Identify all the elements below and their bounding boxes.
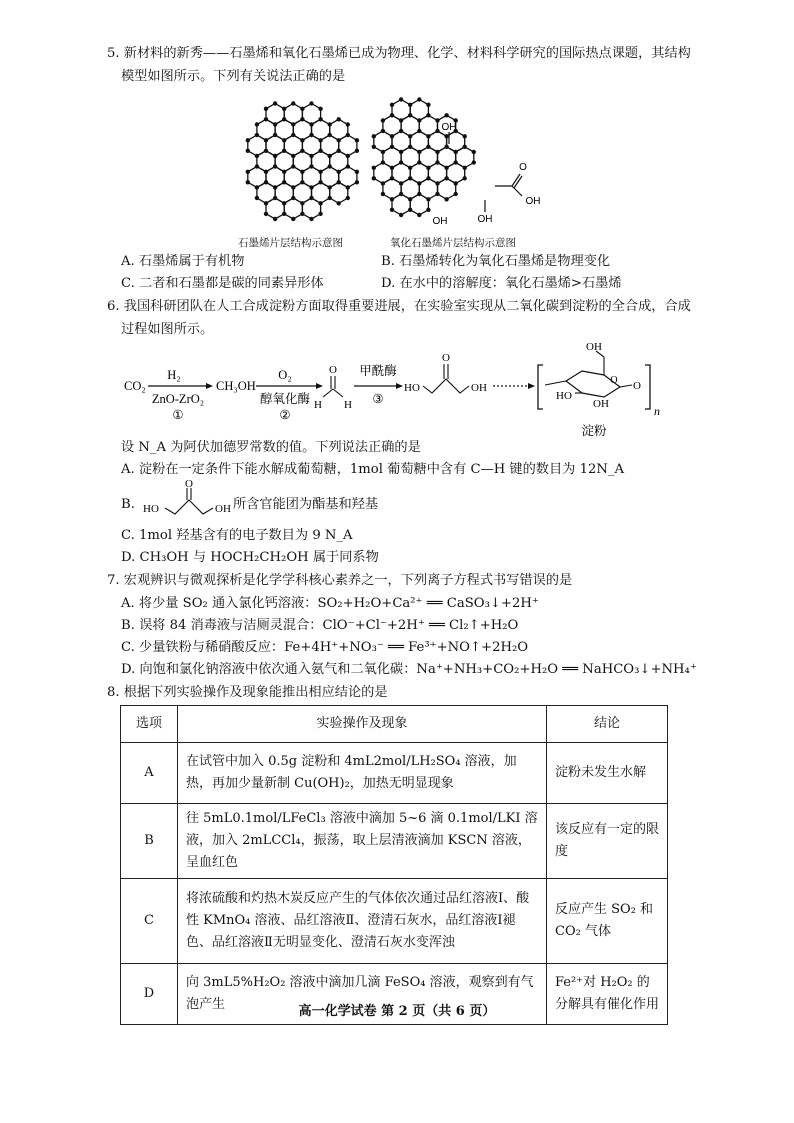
carbon-atom [273,196,277,200]
starch-synthesis-scheme [110,335,690,443]
carbon-atom [381,160,385,164]
carbon-atom [318,107,322,111]
carbon-atom [300,107,304,111]
row-option: D [121,964,178,1025]
carbon-atom [246,180,250,184]
carbon-atom [318,212,322,216]
carbon-atom [355,138,359,142]
row-conclusion: 该反应有一定的限度 [547,804,668,879]
carbon-atom [408,166,412,170]
oh-group-label: OH [432,216,448,227]
carbon-atom [399,150,403,154]
carbon-atom [273,101,277,105]
carbon-atom [463,145,467,149]
hexagon-ring [302,198,320,219]
q7-option-c: C. 少量铁粉与稀硝酸反应：Fe+4H⁺+NO₃⁻ ══ Fe³⁺+NO↑+2H₂O [121,640,529,655]
q5-option-a: A. 石墨烯属于有机物 [121,254,245,269]
carbon-atom [328,185,332,189]
carbon-atom [355,180,359,184]
carbon-atom [399,213,403,217]
carbon-atom [426,166,430,170]
glycosidic-oxygen: O [633,380,641,392]
carbon-atom [417,213,421,217]
catalyst-3: 甲酰酶 [359,364,397,378]
carbon-atom [246,138,250,142]
carbon-atom [264,107,268,111]
polymer-n: n [654,404,660,418]
carbon-atom [255,133,259,137]
carbon-atom [255,122,259,126]
carbon-atom [435,160,439,164]
carbon-atom [337,117,341,121]
carbon-atom [328,133,332,137]
carbon-atom [309,217,313,221]
carbon-atom [309,101,313,105]
option-b-text: 所含官能团为酯基和羟基 [233,497,379,512]
carbon-atom [291,101,295,105]
formaldehyde-h: H [314,399,322,411]
carbon-atom [273,133,277,137]
carbon-atom [273,122,277,126]
carbon-atom [390,134,394,138]
carbon-atom [408,113,412,117]
dha-ho: HO [404,382,420,394]
carbon-atom [309,122,313,126]
q8-stem: 8. 根据下列实验操作及现象能推出相应结论的是 [107,685,388,700]
carbon-atom [264,138,268,142]
carbon-atom [318,138,322,142]
carbon-atom [417,181,421,185]
carbon-atom [355,149,359,153]
carbon-atom [255,185,259,189]
carbon-atom [264,180,268,184]
carbon-atom [273,185,277,189]
co2-label: CO₂ [124,379,146,393]
row-operation: 在试管中加入 0.5g 淀粉和 4mL2mol/LH₂SO₄ 溶液，加热，再加少量新制 Cu(OH)₂，加热无明显现象 [178,743,547,804]
carbon-atom [282,180,286,184]
carbon-atom [444,145,448,149]
carbon-atom [426,134,430,138]
carbon-atom [390,208,394,212]
oh-group-label: OH [441,122,457,133]
carboxyl-oh-label: OH [525,196,541,207]
hexagon-ring [392,194,410,215]
carbon-atom [337,170,341,174]
carbon-atom [300,138,304,142]
carbon-atom [426,145,430,149]
starch-oh: OH [593,398,609,410]
hexagon-ring [284,198,302,219]
carbon-atom [372,176,376,180]
carbon-atom [463,134,467,138]
starch-oh: OH [586,341,602,353]
carbon-atom [417,192,421,196]
q6-option-c: C. 1mol 羟基含有的电子数目为 9 N_A [121,528,353,543]
carbon-atom [328,154,332,158]
q6-option-a: A. 淀粉在一定条件下能水解成葡萄糖，1mol 葡萄糖中含有 C—H 键的数目为 12N_A [121,462,625,477]
oh-label: OH [215,503,231,515]
carbon-atom [337,180,341,184]
dha-oh: OH [471,382,487,394]
carbon-atom [417,150,421,154]
carbon-atom [318,149,322,153]
row-conclusion: 淀粉未发生水解 [547,743,668,804]
carbon-atom [399,118,403,122]
q6-option-b [121,480,541,520]
carbon-atom [426,103,430,107]
carbon-atom [463,166,467,170]
carbon-atom [273,217,277,221]
o2-reagent: O₂ [278,368,292,382]
carbon-atom [463,176,467,180]
methanol-label: CH₃OH [216,379,256,393]
carbon-atom [435,129,439,133]
carbon-atom [255,164,259,168]
carbon-atom [291,154,295,158]
carbon-atom [309,133,313,137]
table-header-row [121,706,668,743]
hexagon-ring [330,182,348,203]
q6-option-d: D. CH₃OH 与 HOCH₂CH₂OH 属于同系物 [121,550,379,565]
catalyst-2: 醇氧化酶 [259,392,311,406]
q5-option-b: B. 石墨烯转化为氧化石墨烯是物理变化 [381,254,611,269]
carbon-atom [282,107,286,111]
step-3-marker: ③ [372,392,384,406]
carbon-atom [381,129,385,133]
carbon-atom [300,170,304,174]
header-operation: 实验操作及现象 [178,706,547,743]
carbon-atom [454,192,458,196]
carbon-atom [328,196,332,200]
row-option: A [121,743,178,804]
carbon-atom [444,113,448,117]
carbon-atom [318,170,322,174]
formaldehyde-o: O [329,364,337,376]
carbon-atom [417,97,421,101]
q5-stem-line2: 模型如图所示。下列有关说法正确的是 [121,69,346,84]
ho-label: HO [143,503,159,515]
carbon-atom [372,166,376,170]
carbon-atom [264,149,268,153]
carbon-atom [408,145,412,149]
carbon-atom [337,149,341,153]
carbon-atom [444,197,448,201]
row-conclusion: 反应产生 SO₂ 和 CO₂ 气体 [547,879,668,964]
q7-option-a: A. 将少量 SO₂ 通入氯化钙溶液：SO₂+H₂O+Ca²⁺ ══ CaSO₃↓+2H⁺ [121,596,539,611]
carbon-atom [472,160,476,164]
carbon-atom [399,160,403,164]
carbon-atom [390,103,394,107]
hexagon-ring [266,198,284,219]
step-2-marker: ② [279,408,291,422]
carbon-atom [346,185,350,189]
carbon-atom [246,149,250,153]
carbon-atom [426,208,430,212]
graphene-oxide-structure-figure [370,92,560,232]
carbon-atom [454,181,458,185]
carbon-atom [282,170,286,174]
carbon-atom [291,164,295,168]
row-operation: 往 5mL0.1mol/LFeCl₃ 溶液中滴加 5~6 滴 0.1mol/LKI 溶液，加入 2mLCCl₄，振荡，取上层清液滴加 KSCN 溶液，呈血红色 [178,804,547,879]
carbon-atom [273,164,277,168]
carbon-atom [328,164,332,168]
carbon-atom [291,133,295,137]
carbon-atom [337,138,341,142]
carbon-atom [399,181,403,185]
carbon-atom [408,103,412,107]
carbon-atom [472,150,476,154]
carbon-atom [381,118,385,122]
carbon-atom [435,118,439,122]
table-row [121,804,668,879]
graphene-structure-figure [236,96,370,230]
carbon-atom [426,113,430,117]
carbon-atom [408,176,412,180]
table-row [121,879,668,964]
row-option: B [121,804,178,879]
carbon-atom [435,181,439,185]
starch-ho: HO [556,390,572,402]
carbon-atom [282,138,286,142]
carbon-atom [435,192,439,196]
oh-group-label: OH [477,214,493,225]
carbon-atom [426,176,430,180]
carbon-atom [408,134,412,138]
graphene-oxide-caption: 氧化石墨烯片层结构示意图 [390,237,516,249]
carbon-atom [399,192,403,196]
q5-option-c: C. 二者和石墨都是碳的同素异形体 [121,276,324,291]
carbon-atom [282,201,286,205]
row-operation: 将浓硫酸和灼热木炭反应产生的气体依次通过品红溶液Ⅰ、酸性 KMnO₄ 溶液、品红溶液Ⅱ、澄清石灰水，品红溶液Ⅰ褪色、品红溶液Ⅱ无明显变化、澄清石灰水变浑浊 [178,879,547,964]
q6-stem-line2: 过程如图所示。 [121,322,214,337]
hexagon-ring [438,178,456,199]
carbon-atom [291,196,295,200]
carbon-atom [346,154,350,158]
carbon-atom [390,197,394,201]
carbon-atom [300,180,304,184]
carbon-atom [309,164,313,168]
carbon-atom [282,212,286,216]
carbon-atom [417,160,421,164]
q7-stem: 7. 宏观辨识与微观探析是化学学科核心素养之一，下列离子方程式书写错误的是 [107,573,573,588]
q5-option-d: D. 在水中的溶解度：氧化石墨烯>石墨烯 [381,276,622,291]
carbon-atom [246,170,250,174]
carbon-atom [255,196,259,200]
q7-option-b: B. 误将 84 消毒液与洁厕灵混合：ClO⁻+Cl⁻+2H⁺ ══ Cl₂↑+H₂O [121,618,519,633]
table-row [121,743,668,804]
carbon-atom [390,145,394,149]
carbon-atom [454,160,458,164]
q7-option-d: D. 向饱和氯化钠溶液中依次通入氨气和二氧化碳：Na⁺+NH₃+CO₂+H₂O ══ NaHCO₃↓+NH₄⁺ [121,662,697,677]
carbon-atom [309,185,313,189]
carbon-atom [435,150,439,154]
carbon-atom [309,154,313,158]
carbon-atom [300,149,304,153]
carbon-atom [318,201,322,205]
carbon-atom [444,166,448,170]
hexagon-ring [410,194,428,215]
ring-oxygen: O [610,375,618,386]
dha-o: O [442,352,450,364]
carbon-atom [264,117,268,121]
carbon-atom [264,201,268,205]
row-operation: 向 3mL5%H₂O₂ 溶液中滴加几滴 FeSO₄ 溶液，观察到有气泡产生 [178,964,547,1025]
carbon-atom [318,117,322,121]
carbon-atom [309,196,313,200]
carbon-atom [372,134,376,138]
row-option: C [121,879,178,964]
carbon-atom [255,154,259,158]
carbon-atom [282,117,286,121]
carbon-atom [390,166,394,170]
carbon-atom [408,208,412,212]
row-conclusion: Fe²⁺对 H₂O₂ 的分解具有催化作用 [547,964,668,1025]
header-option: 选项 [121,706,178,743]
option-b-letter: B. [121,497,135,512]
carbon-atom [417,129,421,133]
carbon-atom [291,185,295,189]
carbonyl-o-label: O [519,162,527,173]
carbon-atom [381,181,385,185]
o-label: O [185,480,193,490]
carbon-atom [355,170,359,174]
header-conclusion: 结论 [547,706,668,743]
carbon-atom [282,149,286,153]
carbon-atom [300,212,304,216]
carbon-atom [264,170,268,174]
carbon-atom [337,201,341,205]
carbon-atom [444,134,448,138]
carbon-atom [318,180,322,184]
formaldehyde-h: H [344,399,352,411]
carbon-atom [300,117,304,121]
carbon-atom [444,176,448,180]
carbon-atom [300,201,304,205]
graphene-caption: 石墨烯片层结构示意图 [238,237,343,249]
carbon-atom [381,192,385,196]
carbon-atom [417,118,421,122]
h2-reagent: H₂ [167,368,181,382]
q6-stem-line1: 6. 我国科研团队在人工合成淀粉方面取得重要进展，在实验室实现从二氧化碳到淀粉的全合成，合成 [107,299,691,314]
carbon-atom [454,150,458,154]
page-footer: 高一化学试卷 第 2 页（共 6 页） [298,1004,496,1019]
carbon-atom [390,176,394,180]
carbon-atom [273,154,277,158]
carbon-atom [346,122,350,126]
carbon-atom [264,212,268,216]
carbon-atom [390,113,394,117]
carbon-atom [408,197,412,201]
q5-stem-line1: 5. 新材料的新秀——石墨烯和氧化石墨烯已成为物理、化学、材料科学研究的国际热点课题，其结构 [107,46,691,61]
step-1-marker: ① [172,408,184,422]
carbon-atom [291,217,295,221]
experiment-table [120,705,668,1025]
carbon-atom [346,133,350,137]
carbon-atom [399,97,403,101]
carbon-atom [399,129,403,133]
carbon-atom [346,164,350,168]
carbon-atom [328,122,332,126]
carbon-atom [426,197,430,201]
carbon-atom [291,122,295,126]
carbon-atom [372,145,376,149]
carbon-atom [381,150,385,154]
catalyst-1: ZnO-ZrO₂ [151,392,205,406]
carbon-atom [346,196,350,200]
starch-label: 淀粉 [581,424,607,438]
q6-intro: 设 N_A 为阿伏加德罗常数的值。下列说法正确的是 [121,440,421,455]
